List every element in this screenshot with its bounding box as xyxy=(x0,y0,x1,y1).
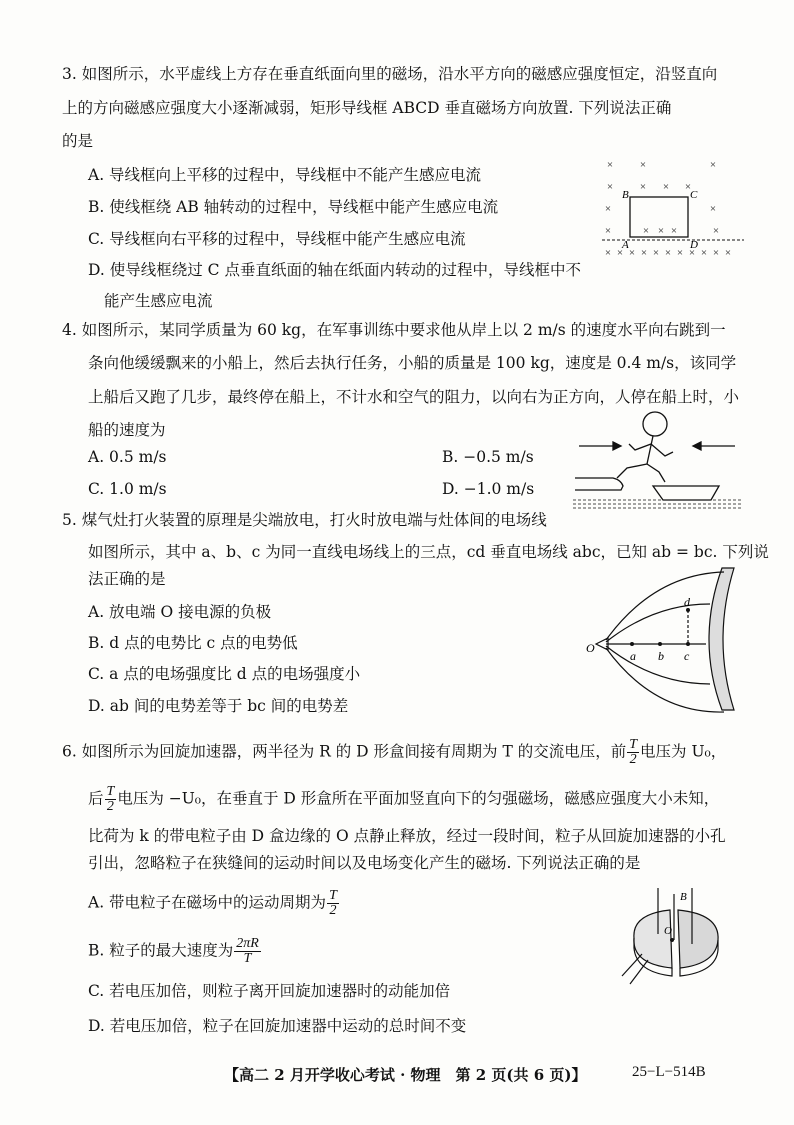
point-o xyxy=(670,938,674,942)
q3-option-c: C. 导线框向右平移的过程中，导线框中能产生感应电流 xyxy=(88,230,466,248)
q6-stem-line1-tail: 电压为 U₀， xyxy=(640,742,727,761)
fraction-t-over-2: $\frac{T}{2}$ xyxy=(106,784,115,814)
field-points xyxy=(630,608,690,646)
svg-text:×: × xyxy=(639,181,647,193)
svg-text:×: × xyxy=(709,203,717,215)
person-arm-front xyxy=(651,444,673,456)
q4-option-d: D. −1.0 m/s xyxy=(442,480,535,498)
svg-text:×: × xyxy=(604,225,612,237)
q4-option-b: B. −0.5 m/s xyxy=(442,448,534,466)
q6-stem-line1 xyxy=(62,738,726,767)
svg-text:×: × xyxy=(606,159,614,171)
fraction-2pir-over-t: $\frac{2\pi R}{T}$ xyxy=(236,936,259,966)
q6-option-a: A. 带电粒子在磁场中的运动周期为 $\frac{T}{2}$ xyxy=(88,888,337,918)
q5-electric-field-figure xyxy=(584,564,756,714)
q5-stem-line3: 法正确的是 xyxy=(88,570,166,588)
svg-text:×: × xyxy=(662,181,670,193)
q5-option-c: C. a 点的电场强度比 d 点的电场强度小 xyxy=(88,665,361,683)
label-o: O xyxy=(664,925,672,937)
field-line-bottom-outer xyxy=(606,648,724,712)
svg-text:×: × xyxy=(616,247,624,259)
label-b: b xyxy=(658,649,664,663)
label-b: B xyxy=(622,189,629,201)
person-leg-back xyxy=(617,464,647,478)
d-box-right xyxy=(678,910,718,968)
q6-stem-line4: 引出，忽略粒子在狭缝间的运动时间以及电场变化产生的磁场. 下列说法正确的是 xyxy=(88,854,641,872)
page-footer-title: 【高二 2 月开学收心考试 · 物理 第 2 页(共 6 页)】 xyxy=(224,1066,587,1084)
q6-stem-line3: 比荷为 k 的带电粒子由 D 盒边缘的 O 点静止释放，经过一段时间，粒子从回旋加速器的小孔 xyxy=(88,827,726,845)
svg-text:×: × xyxy=(639,159,647,171)
q3-option-d-line2: 能产生感应电流 xyxy=(104,292,213,310)
svg-text:×: × xyxy=(670,225,678,237)
q6-option-b: B. 粒子的最大速度为 $\frac{2\pi R}{T}$ xyxy=(88,936,259,966)
arrow-left-head xyxy=(693,442,701,450)
q5-stem-line2: 如图所示，其中 a、b、c 为同一直线电场线上的三点，cd 垂直电场线 abc，已知 ab = bc. 下列说 xyxy=(88,543,769,561)
q6-stem-line1-text: 6. 如图所示为回旋加速器，两半径为 R 的 D 形盒间接有周期为 T 的交流电压，前 xyxy=(62,742,627,761)
q3-option-a: A. 导线框向上平移的过程中，导线框中不能产生感应电流 xyxy=(88,166,482,184)
water-surface xyxy=(573,500,741,508)
boat xyxy=(653,486,719,500)
q4-jump-boat-figure xyxy=(573,404,743,512)
q4-option-a: A. 0.5 m/s xyxy=(88,448,167,466)
label-c: c xyxy=(684,649,690,663)
fraction-t-over-2: $\frac{T}{2}$ xyxy=(629,737,638,767)
label-a: A xyxy=(622,239,629,251)
field-line-top-inner xyxy=(606,604,710,642)
label-o: O xyxy=(586,641,595,655)
svg-text:×: × xyxy=(712,225,720,237)
q4-stem-line2: 条向他缓缓飘来的小船上，然后去执行任务，小船的质量是 100 kg，速度是 0.4 m/s，该同学 xyxy=(88,354,737,372)
svg-text:×: × xyxy=(709,159,717,171)
svg-text:×: × xyxy=(652,247,660,259)
label-d: d xyxy=(684,595,690,609)
stove-body xyxy=(709,568,734,710)
label-b: B xyxy=(680,891,687,903)
q4-option-c: C. 1.0 m/s xyxy=(88,480,167,498)
shore xyxy=(575,478,623,490)
label-c: C xyxy=(690,189,698,201)
q3-stem-line1: 3. 如图所示，水平虚线上方存在垂直纸面向里的磁场，沿水平方向的磁感应强度恒定，沿竖直向 xyxy=(62,65,718,83)
svg-text:×: × xyxy=(664,247,672,259)
q5-stem-line1: 5. 煤气灶打火装置的原理是尖端放电，打火时放电端与灶体间的电场线 xyxy=(62,511,547,529)
q4-stem-line1: 4. 如图所示，某同学质量为 60 kg，在军事训练中要求他从岸上以 2 m/s 的速度水平向右跳到一 xyxy=(62,321,726,339)
svg-text:×: × xyxy=(604,247,612,259)
svg-text:×: × xyxy=(606,181,614,193)
q6-cyclotron-figure xyxy=(612,884,742,996)
svg-text:×: × xyxy=(676,247,684,259)
q3-option-b: B. 使线框绕 AB 轴转动的过程中，导线框中能产生感应电流 xyxy=(88,198,499,216)
person-head xyxy=(643,412,667,436)
svg-text:×: × xyxy=(628,247,636,259)
q3-option-d-line1: D. 使导线框绕过 C 点垂直纸面的轴在纸面内转动的过程中，导线框中不 xyxy=(88,261,581,279)
svg-text:×: × xyxy=(688,247,696,259)
q3-magnetic-field-figure xyxy=(598,150,748,265)
person-leg-front xyxy=(647,464,665,482)
fraction-t-over-2: $\frac{T}{2}$ xyxy=(329,888,337,918)
label-a: a xyxy=(630,649,636,663)
svg-text:×: × xyxy=(640,247,648,259)
svg-text:×: × xyxy=(604,203,612,215)
label-d: D xyxy=(690,239,698,251)
q6-stem-line2: 后 $\frac{T}{2}$ 电压为 −U₀，在垂直于 D 形盒所在平面加竖直向下的匀强磁场，磁感应强度大小未知， xyxy=(88,784,720,814)
q6-option-d: D. 若电压加倍，粒子在回旋加速器中运动的总时间不变 xyxy=(88,1017,467,1035)
q3-stem-line3: 的是 xyxy=(62,132,94,150)
q5-option-b: B. d 点的电势比 c 点的电势低 xyxy=(88,634,298,652)
q5-option-a: A. 放电端 O 接电源的负极 xyxy=(88,603,272,621)
arrow-right-head xyxy=(613,442,621,450)
svg-text:×: × xyxy=(712,247,720,259)
person-arm-back xyxy=(629,444,651,450)
svg-text:×: × xyxy=(724,247,732,259)
q6-option-c: C. 若电压加倍，则粒子离开回旋加速器时的动能加倍 xyxy=(88,982,451,1000)
svg-text:×: × xyxy=(657,225,665,237)
svg-text:×: × xyxy=(642,225,650,237)
q5-option-d: D. ab 间的电势差等于 bc 间的电势差 xyxy=(88,697,349,715)
q3-stem-line2: 上的方向磁感应强度大小逐渐减弱，矩形导线框 ABCD 垂直磁场方向放置. 下列说法正确 xyxy=(62,99,672,117)
page-footer-code: 25−L−514B xyxy=(632,1064,706,1080)
d-box-left xyxy=(634,910,672,968)
person-body xyxy=(647,436,653,464)
q4-stem-line3: 上船后又跑了几步，最终停在船上，不计水和空气的阻力，以向右为正方向，人停在船上时，小 xyxy=(88,388,740,406)
svg-text:×: × xyxy=(684,181,692,193)
q4-stem-line4: 船的速度为 xyxy=(88,421,166,439)
svg-text:×: × xyxy=(700,247,708,259)
